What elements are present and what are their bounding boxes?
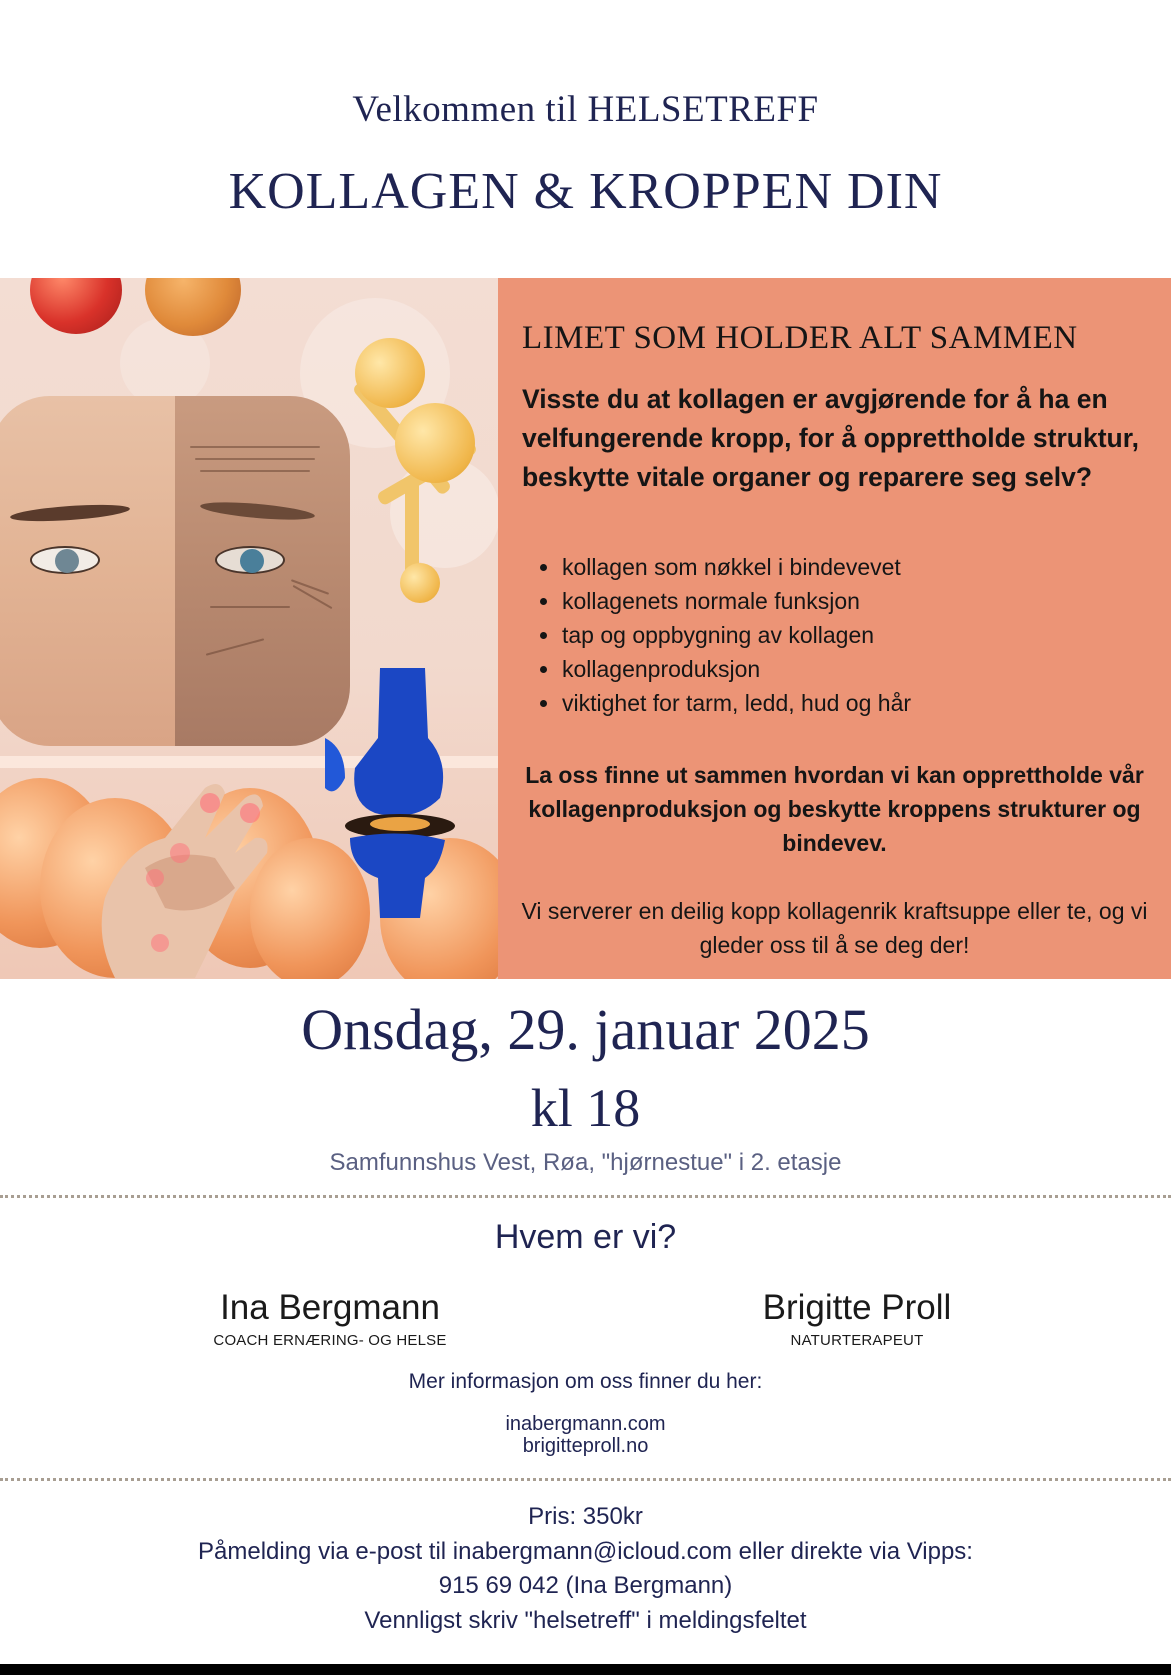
person-name: Ina Bergmann xyxy=(220,1288,440,1327)
panel-call-to-action: La oss finne ut sammen hvordan vi kan opprettholde vår kollagenproduksjon og beskytte kroppens strukturer og bindevev. xyxy=(525,762,1144,856)
signup-instructions: Påmelding via e-post til inabergmann@icloud.com eller direkte via Vipps: xyxy=(198,1537,973,1565)
person-name: Brigitte Proll xyxy=(762,1288,952,1327)
page-title: KOLLAGEN & KROPPEN DIN xyxy=(228,163,943,220)
list-item: kollagenproduksjon xyxy=(562,652,1142,686)
more-info-text: Mer informasjon om oss finner du her: xyxy=(408,1370,763,1393)
website-link[interactable]: brigitteproll.no xyxy=(522,1435,649,1457)
list-item: kollagen som nøkkel i bindevevet xyxy=(562,550,1142,584)
signup-info xyxy=(0,1500,1171,1638)
person-role: COACH ERNÆRING- OG HELSE xyxy=(213,1332,447,1349)
message-note: Vennligst skriv "helsetreff" i meldingsfeltet xyxy=(364,1606,807,1634)
list-item: viktighet for tarm, ledd, hud og hår xyxy=(562,686,1142,720)
panel-question: Visste du at kollagen er avgjørende for å ha en velfungerende kropp, for å opprettholde struktur, beskytte vitale organer og reparere seg selv? xyxy=(522,384,1139,492)
vipps-number: 915 69 042 (Ina Bergmann) xyxy=(438,1572,733,1599)
person-role: NATURTERAPEUT xyxy=(790,1332,924,1349)
website-link[interactable]: inabergmann.com xyxy=(505,1413,666,1435)
panel-heading: LIMET SOM HOLDER ALT SAMMEN xyxy=(522,320,1078,356)
red-apple-icon xyxy=(30,278,122,334)
bottom-bar xyxy=(0,1664,1171,1675)
panel-serving-note: Vi serverer en deilig kopp kollagenrik kraftsuppe eller te, og vi gleder oss til å se deg der! xyxy=(521,898,1148,958)
face-young-old-image xyxy=(0,396,350,746)
event-venue: Samfunnshus Vest, Røa, "hjørnestue" i 2. etasje xyxy=(329,1149,842,1176)
knee-joint-icon xyxy=(320,668,470,918)
topic-list xyxy=(562,550,1142,720)
divider xyxy=(0,1195,1171,1198)
event-date: Onsdag, 29. januar 2025 xyxy=(301,997,870,1062)
arthritic-hands-image xyxy=(85,758,295,978)
about-heading: Hvem er vi? xyxy=(494,1218,677,1256)
person-brigitte-proll xyxy=(727,1288,987,1349)
welcome-line: Velkommen til HELSETREFF xyxy=(352,89,819,130)
list-item: tap og oppbygning av kollagen xyxy=(562,618,1142,652)
price-text: Pris: 350kr xyxy=(528,1503,643,1530)
list-item: kollagenets normale funksjon xyxy=(562,584,1142,618)
divider xyxy=(0,1478,1171,1481)
info-panel xyxy=(498,278,1171,979)
collagen-collage-image xyxy=(0,278,498,979)
event-time: kl 18 xyxy=(530,1078,641,1138)
website-links xyxy=(0,1413,1171,1457)
person-ina-bergmann xyxy=(190,1288,470,1349)
